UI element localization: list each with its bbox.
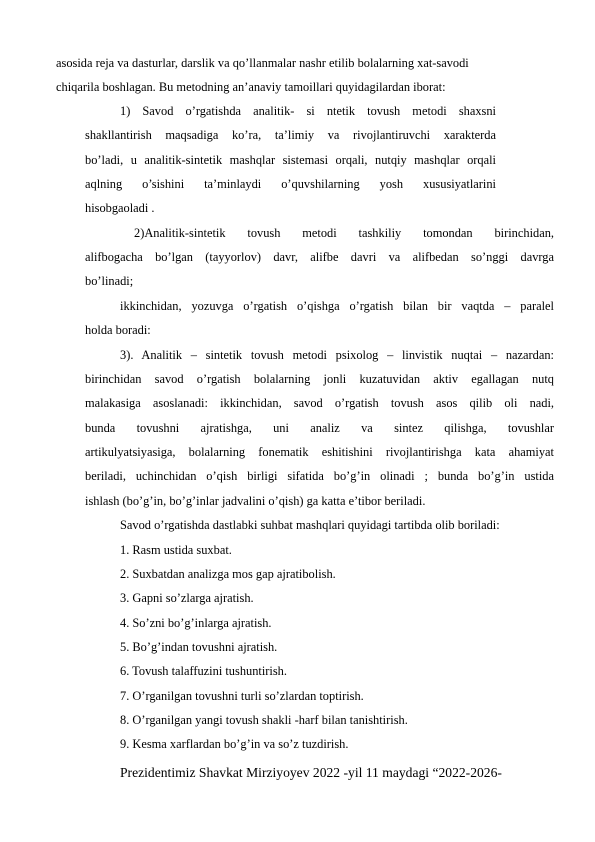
list-item: 5. Bo’g’indan tovushni ajratish. — [120, 640, 278, 654]
text-line: holda boradi: — [85, 323, 151, 337]
list-item: 4. So’zni bo’g’inlarga ajratish. — [120, 616, 272, 630]
text-line: ishlash (bo’g’in, bo’g’inlar jadvalini o’qish) ga katta e’tibor beriladi. — [85, 494, 426, 508]
text-line: Savod o’rgatishda dastlabki suhbat mashqlari quyidagi tartibda olib boriladi: — [120, 518, 500, 532]
text-line: malakasiga asoslanadi: ikkinchidan, savod o’rgatish tovush asos qilib oli nadi, — [85, 396, 554, 410]
text-line: asosida reja va dasturlar, darslik va qo’llanmalar nashr etilib bolalarning xat-savodi — [56, 56, 469, 70]
text-line: hisobgaoladi . — [85, 201, 155, 215]
text-line: 1) Savod o’rgatishda analitik- si ntetik tovush metodi shaxsni — [120, 104, 496, 118]
text-line: beriladi, uchinchidan o’qish birligi sifatida bo’g’in olinadi ; bunda bo’g’in ustida — [85, 469, 554, 483]
text-line: chiqarila boshlagan. Bu metodning an’anaviy tamoillari quyidagilardan iborat: — [56, 80, 446, 94]
text-line: bo’ladi, u analitik-sintetik mashqlar sistemasi orqali, nutqiy mashqlar orqali — [85, 153, 496, 167]
text-line: aqlning o’sishini ta’minlaydi o’quvshilarning yosh xususiyatlarini — [85, 177, 496, 191]
text-line: bunda tovushni ajratishga, uni analiz va sintez qilishga, tovushlar — [85, 421, 554, 435]
list-item: 6. Tovush talaffuzini tushuntirish. — [120, 664, 287, 678]
text-line: birinchidan savod o’rgatish bolalarning jonli kuzatuvidan aktiv egallagan nutq — [85, 372, 554, 386]
list-item: 7. O’rganilgan tovushni turli so’zlardan toptirish. — [120, 689, 364, 703]
text-line: ikkinchidan, yozuvga o’rgatish o’qishga o’rgatish bilan bir vaqtda – paralel — [120, 299, 554, 313]
text-line: 3). Analitik – sintetik tovush metodi psixolog – linvistik nuqtai – nazardan: — [120, 348, 554, 362]
list-item: 2. Suxbatdan analizga mos gap ajratibolish. — [120, 567, 336, 581]
list-item: 3. Gapni so’zlarga ajratish. — [120, 591, 254, 605]
text-line: artikulyatsiyasiga, bolalarning fonematik eshitishini rivojlantirishga kata ahamiyat — [85, 445, 554, 459]
text-line: Prezidentimiz Shavkat Mirziyoyev 2022 -yil 11 maydagi “2022-2026- — [120, 765, 502, 780]
text-line: bo’linadi; — [85, 274, 134, 288]
list-item: 8. O’rganilgan yangi tovush shakli -harf bilan tanishtirish. — [120, 713, 408, 727]
text-line: alifbogacha bo’lgan (tayyorlov) davr, alifbe davri va alifbedan so’nggi davrga — [85, 250, 554, 264]
text-line: shakllantirish maqsadiga ko’ra, ta’limiy va rivojlantiruvchi xarakterda — [85, 128, 496, 142]
list-item: 9. Kesma xarflardan bo’g’in va so’z tuzdirish. — [120, 737, 349, 751]
list-item: 1. Rasm ustida suxbat. — [120, 543, 232, 557]
text-line: 2)Analitik-sintetik tovush metodi tashkiliy tomondan birinchidan, — [134, 226, 554, 240]
